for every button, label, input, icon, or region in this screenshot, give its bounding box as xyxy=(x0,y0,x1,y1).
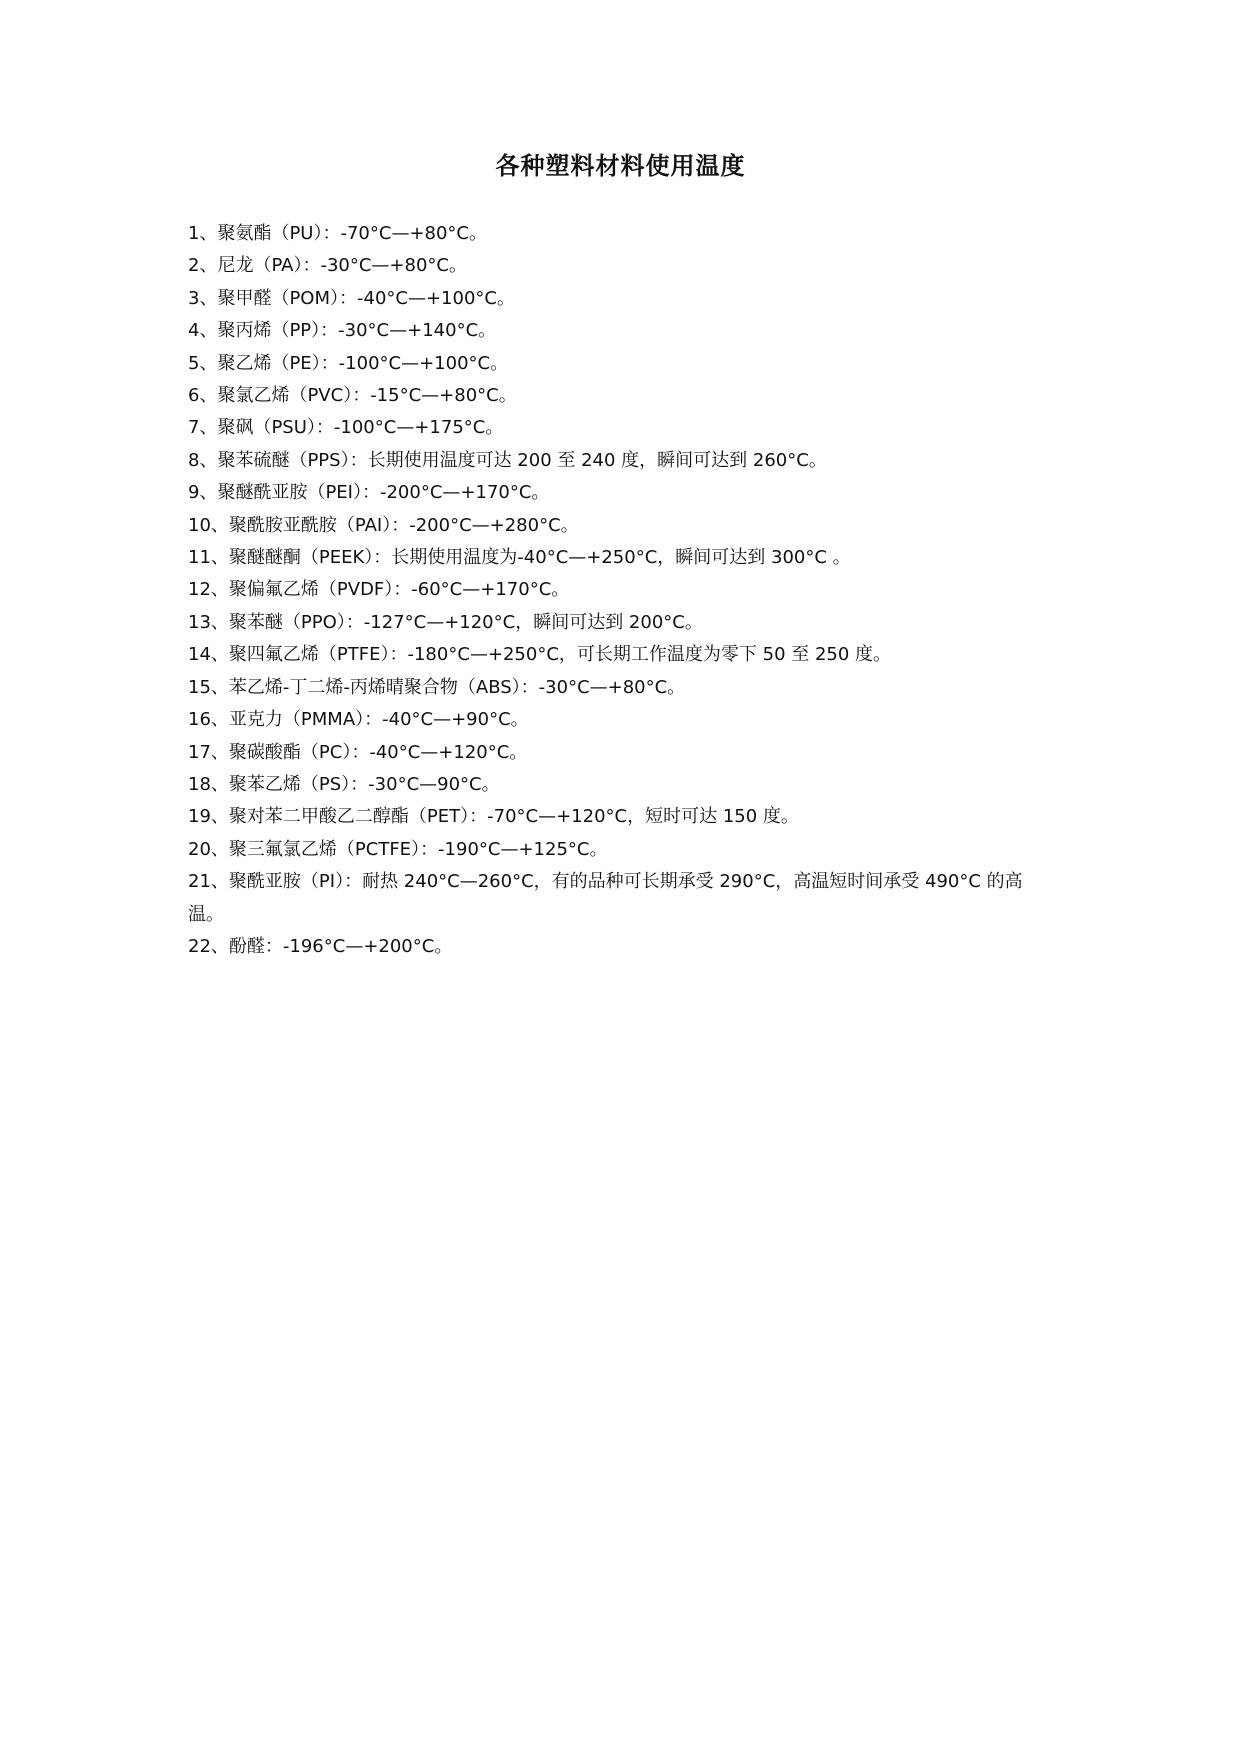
list-item: 21、聚酰亚胺（PI）：耐热 240°C—260°C，有的品种可长期承受 290°C，高温短时间承受 490°C 的高温。 xyxy=(188,871,1023,925)
list-item: 14、聚四氟乙烯（PTFE）：-180°C—+250°C，可长期工作温度为零下 50 至 250 度。 xyxy=(188,644,892,666)
list-item: 13、聚苯醚（PPO）：-127°C—+120°C，瞬间可达到 200°C。 xyxy=(188,611,703,633)
document-title: 各种塑料材料使用温度 xyxy=(495,152,746,180)
list-item: 9、聚醚酰亚胺（PEI）：-200°C—+170°C。 xyxy=(188,482,550,504)
list-item: 15、苯乙烯-丁二烯-丙烯晴聚合物（ABS）：-30°C—+80°C。 xyxy=(188,676,686,698)
list-item: 6、聚氯乙烯（PVC）：-15°C—+80°C。 xyxy=(188,385,517,407)
list-item: 3、聚甲醛（POM）：-40°C—+100°C。 xyxy=(188,287,515,309)
list-item: 1、聚氨酯（PU）：-70°C—+80°C。 xyxy=(188,223,488,244)
list-item: 18、聚苯乙烯（PS）：-30°C—90°C。 xyxy=(188,773,500,795)
list-item: 20、聚三氟氯乙烯（PCTFE）：-190°C—+125°C。 xyxy=(188,838,608,860)
list-item: 17、聚碳酸酯（PC）：-40°C—+120°C。 xyxy=(188,741,528,763)
list-item: 5、聚乙烯（PE）：-100°C—+100°C。 xyxy=(188,352,509,374)
list-item: 4、聚丙烯（PP）：-30°C—+140°C。 xyxy=(188,320,497,342)
list-item: 22、酚醛：-196°C—+200°C。 xyxy=(188,935,453,957)
list-item: 7、聚砜（PSU）：-100°C—+175°C。 xyxy=(188,417,504,439)
list-item: 2、尼龙（PA）：-30°C—+80°C。 xyxy=(188,255,467,277)
list-item: 12、聚偏氟乙烯（PVDF）：-60°C—+170°C。 xyxy=(188,579,570,601)
temperature-list xyxy=(188,218,1058,963)
list-item: 10、聚酰胺亚酰胺（PAI）：-200°C—+280°C。 xyxy=(188,514,579,536)
list-item: 11、聚醚醚酮（PEEK）：长期使用温度为-40°C—+250°C，瞬间可达到 300°C 。 xyxy=(188,547,851,569)
list-item: 16、亚克力（PMMA）：-40°C—+90°C。 xyxy=(188,709,529,731)
list-item: 8、聚苯硫醚（PPS）：长期使用温度可达 200 至 240 度，瞬间可达到 260°C。 xyxy=(188,449,827,471)
list-item: 19、聚对苯二甲酸乙二醇酯（PET）：-70°C—+120°C，短时可达 150 度。 xyxy=(188,806,799,828)
